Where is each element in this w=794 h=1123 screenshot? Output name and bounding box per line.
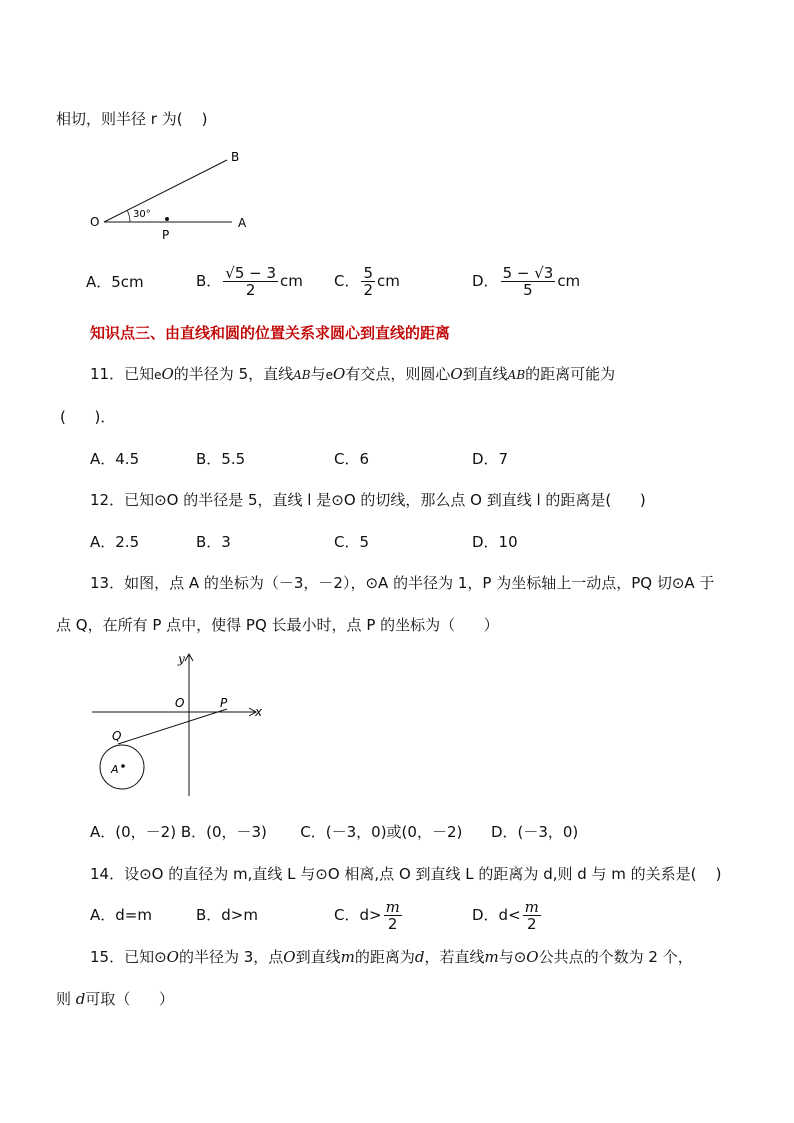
- q11-text: 11．已知eO的半径为 5，直线AB与eO有交点，则圆心O到直线AB的距离可能为: [90, 365, 616, 383]
- label-x: x: [255, 705, 263, 719]
- ray-ob: [104, 160, 227, 222]
- label-a: A: [111, 763, 119, 776]
- q12-text: 12．已知⊙O 的半径是 5，直线 l 是⊙O 的切线，那么点 O 到直线 l 的距离是( ): [90, 491, 646, 509]
- label-p: P: [220, 696, 228, 710]
- q10-option-d: D． $\frac{5 - √3}{5}$ cm: [472, 264, 581, 299]
- label-a: A: [238, 216, 247, 230]
- point-p: [165, 217, 169, 221]
- q10-option-a: A．5cm: [86, 273, 144, 291]
- label-y: y: [178, 652, 185, 666]
- q11-option-c: C．6: [334, 450, 370, 468]
- q10-text: 相切，则半径 r 为( ): [56, 110, 208, 128]
- q13-text-line1: 13．如图，点 A 的坐标为（－3，－2），⊙A 的半径为 1，P 为坐标轴上一动点，PQ 切⊙A 于: [90, 574, 715, 592]
- angle-arc: [127, 210, 130, 222]
- center-a: [121, 764, 125, 768]
- q13-options: A．(0，－2) B．(0，－3) C．(－3，0)或(0，－2) D．(－3，0): [90, 823, 579, 841]
- q10-option-c: C． $\frac{5}{2}$ cm: [334, 264, 400, 299]
- q13-figure: [88, 648, 278, 800]
- label-p: P: [162, 228, 170, 241]
- section-heading: 知识点三、由直线和圆的位置关系求圆心到直线的距离: [90, 324, 451, 342]
- q14-text: 14．设⊙O 的直径为 m,直线 L 与⊙O 相离,点 O 到直线 L 的距离为 d,则 d 与 m 的关系是( ): [90, 865, 722, 883]
- label-b: B: [231, 150, 240, 164]
- q14-option-a: A．d=m: [90, 906, 152, 924]
- q10-option-b: B． $\frac{√5 - 3}{2}$ cm: [196, 264, 303, 299]
- q10-figure: [82, 146, 262, 241]
- q14-option-b: B．d>m: [196, 906, 258, 924]
- q13-text-line2: 点 Q，在所有 P 点中，使得 PQ 长最小时，点 P 的坐标为（ ）: [56, 616, 499, 634]
- q15-text-line2: 则 d可取（ ）: [56, 990, 175, 1008]
- label-angle: 30°: [133, 209, 151, 220]
- tangent-pq: [118, 709, 227, 744]
- q11-option-b: B．5.5: [196, 450, 246, 468]
- q15-text-line1: 15．已知⊙O的半径为 3，点O到直线m的距离为d，若直线m与⊙O公共点的个数为 2 个，: [90, 948, 693, 966]
- q12-option-a: A．2.5: [90, 533, 140, 551]
- q11-blank: ( )．: [60, 408, 116, 426]
- q12-option-b: B．3: [196, 533, 231, 551]
- q12-option-c: C．5: [334, 533, 370, 551]
- q14-option-d: D．d< $\frac{m}{2}$: [472, 898, 539, 933]
- label-o: O: [175, 696, 185, 710]
- q12-option-d: D．10: [472, 533, 518, 551]
- q11-option-a: A．4.5: [90, 450, 140, 468]
- label-q: Q: [112, 729, 122, 743]
- q14-option-c: C．d> $\frac{m}{2}$: [334, 898, 400, 933]
- label-o: O: [90, 215, 100, 229]
- q11-option-d: D．7: [472, 450, 509, 468]
